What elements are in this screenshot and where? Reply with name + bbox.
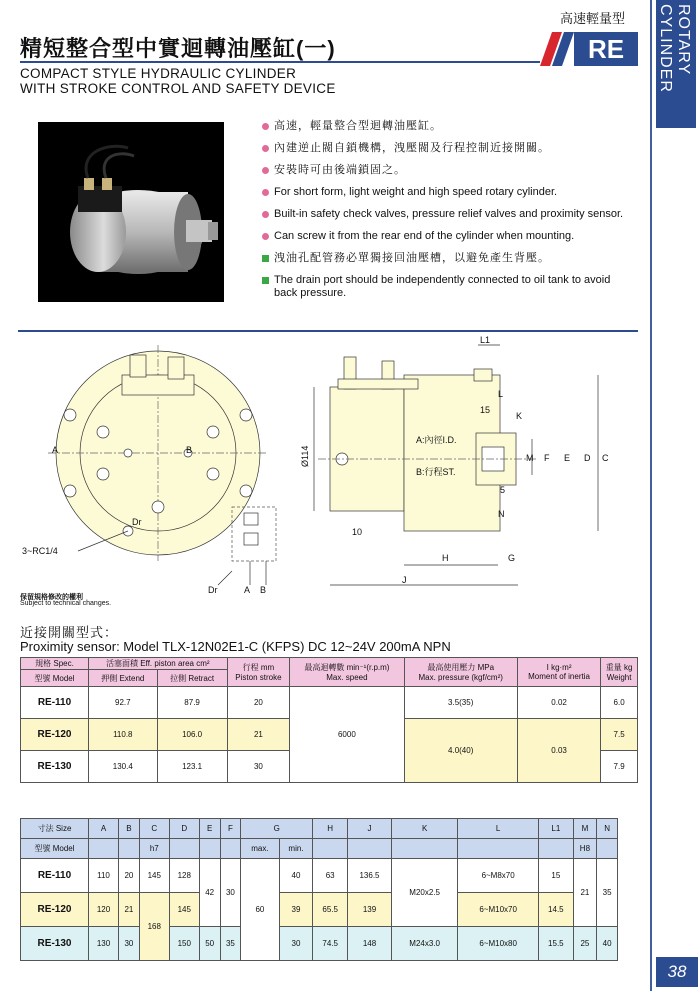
- cell-retract: 106.0: [157, 719, 227, 751]
- side-tab: [656, 0, 696, 128]
- feature-text: Can screw it from the rear end of the cylinder when mounting.: [274, 230, 575, 242]
- feature-item: [262, 274, 632, 300]
- feature-list: [262, 120, 632, 309]
- th-inertia: I kg·m² Moment of inertia: [517, 658, 600, 687]
- th-extend: 押側 Extend: [89, 670, 158, 687]
- section-rule: [18, 330, 638, 332]
- table-row: [21, 893, 618, 927]
- th-c-sub: h7: [139, 839, 169, 859]
- th-b: B: [119, 819, 140, 839]
- th-a: A: [89, 819, 119, 839]
- cell-j: 139: [348, 893, 392, 927]
- bullet-dot-icon: [262, 233, 269, 240]
- cell-d: 150: [169, 927, 199, 961]
- feature-text: 內建逆止閥自鎖機構，洩壓閥及行程控制近接開關。: [274, 142, 550, 154]
- th-c: C: [139, 819, 169, 839]
- cell-g-min: 39: [279, 893, 313, 927]
- cell-n: 35: [597, 859, 618, 927]
- bullet-dot-icon: [262, 145, 269, 152]
- cell-b: 20: [119, 859, 140, 893]
- cell-f: 30: [220, 859, 241, 927]
- cell-model: RE-120: [21, 893, 89, 927]
- th-size: 寸法 Size: [21, 819, 89, 839]
- cell-n: 40: [597, 927, 618, 961]
- label-d: D: [584, 453, 591, 463]
- bullet-dot-icon: [262, 123, 269, 130]
- cell-retract: 123.1: [157, 751, 227, 783]
- label-rc: 3~RC1/4: [22, 546, 58, 556]
- label-n: N: [498, 509, 505, 519]
- cell-l1: 14.5: [539, 893, 574, 927]
- feature-item: [262, 164, 632, 177]
- cell-m: 25: [573, 927, 597, 961]
- logo-slash-icon: [540, 32, 574, 66]
- cell-stroke: 21: [227, 719, 290, 751]
- feature-item: [262, 186, 632, 199]
- th-j: J: [348, 819, 392, 839]
- cell-extend: 110.8: [89, 719, 158, 751]
- th-l1: L1: [539, 819, 574, 839]
- note-zh: 保留規格修改的權利: [20, 594, 83, 601]
- cell-b: 30: [119, 927, 140, 961]
- table-row: [21, 859, 618, 893]
- cell-weight: 7.9: [601, 751, 638, 783]
- bullet-dot-icon: [262, 211, 269, 218]
- th-m: M: [573, 819, 597, 839]
- feature-text: For short form, light weight and high speed rotary cylinder.: [274, 186, 558, 198]
- label-k: K: [516, 411, 523, 421]
- th-model: 型號 Model: [21, 839, 89, 859]
- cell-pressure: 4.0(40): [404, 719, 517, 783]
- cell-g-min: 40: [279, 859, 313, 893]
- cell-f: 35: [220, 927, 241, 961]
- page-title-zh: 精短整合型中實迴轉油壓缸(一): [20, 36, 336, 61]
- table-row: [21, 687, 638, 719]
- cell-inertia: 0.03: [517, 719, 600, 783]
- bullet-square-icon: [262, 255, 269, 262]
- dimension-table: [20, 818, 618, 961]
- cell-h: 65.5: [313, 893, 348, 927]
- th-f: F: [220, 819, 241, 839]
- cell-l: 6~M10x80: [458, 927, 539, 961]
- table-row: [21, 927, 618, 961]
- cell-a: 130: [89, 927, 119, 961]
- cylinder-photo-image: [38, 122, 224, 302]
- cell-k: M20x2.5: [391, 859, 457, 927]
- th-h: H: [313, 819, 348, 839]
- sensor-heading-zh: 近接開關型式：: [20, 625, 119, 640]
- cell-b: 21: [119, 893, 140, 927]
- cell-model: RE-110: [21, 859, 89, 893]
- cell-c: 168: [139, 893, 169, 961]
- cell-model: RE-130: [21, 927, 89, 961]
- cell-d: 128: [169, 859, 199, 893]
- cell-stroke: 20: [227, 687, 290, 719]
- feature-text: Built-in safety check valves, pressure relief valves and proximity sensor.: [274, 208, 624, 220]
- bullet-dot-icon: [262, 189, 269, 196]
- feature-item: [262, 208, 632, 221]
- label-c: C: [602, 453, 609, 463]
- title-rule: [20, 61, 540, 63]
- label-dia: Ø114: [300, 445, 310, 467]
- label-g: G: [508, 553, 516, 563]
- cell-d: 145: [169, 893, 199, 927]
- cell-weight: 7.5: [601, 719, 638, 751]
- feature-item: [262, 120, 632, 133]
- th-n: N: [597, 819, 618, 839]
- cell-g-min: 30: [279, 927, 313, 961]
- cell-model: RE-130: [21, 751, 89, 783]
- label-l1: L1: [480, 335, 491, 345]
- side-strip: [650, 0, 700, 991]
- series-note: 高速輕量型: [560, 11, 626, 26]
- cell-m: 21: [573, 859, 597, 927]
- cell-l1: 15: [539, 859, 574, 893]
- cell-model: RE-120: [21, 719, 89, 751]
- label-m: M: [526, 453, 534, 463]
- cell-g-max: 60: [241, 859, 279, 961]
- cell-l: 6~M8x70: [458, 859, 539, 893]
- cell-h: 63: [313, 859, 348, 893]
- bullet-dot-icon: [262, 167, 269, 174]
- hyd-dr: Dr: [208, 585, 218, 595]
- product-photo: [38, 122, 224, 302]
- cell-speed: 6000: [290, 687, 404, 783]
- label-f: F: [544, 453, 550, 463]
- hyd-a: A: [244, 585, 251, 595]
- label-15: 15: [480, 405, 491, 415]
- cell-pressure: 3.5(35): [404, 687, 517, 719]
- th-g-min: min.: [279, 839, 313, 859]
- feature-text: 洩油孔配管務必單獨接回油壓槽，以避免產生背壓。: [274, 252, 550, 264]
- cell-e: 42: [199, 859, 220, 927]
- label-h: H: [442, 553, 449, 563]
- label-port-a: A:內徑I.D.: [416, 435, 457, 445]
- label-l: L: [498, 389, 504, 399]
- th-pressure: 最高使用壓力 MPa Max. pressure (kgf/cm²): [404, 658, 517, 687]
- logo-text: RE: [574, 32, 638, 66]
- technical-drawing: [18, 335, 638, 610]
- th-m-sub: H8: [573, 839, 597, 859]
- cell-c: 145: [139, 859, 169, 893]
- label-b: B: [186, 445, 193, 455]
- feature-item: [262, 252, 632, 265]
- feature-text: 高速，輕量整合型迴轉油壓缸。: [274, 120, 442, 132]
- th-k: K: [391, 819, 457, 839]
- cell-inertia: 0.02: [517, 687, 600, 719]
- th-g: G: [241, 819, 313, 839]
- series-logo: [540, 32, 640, 66]
- cell-l: 6~M10x70: [458, 893, 539, 927]
- feature-text: The drain port should be independently connected to oil tank to avoid back pressure.: [274, 274, 611, 299]
- th-e: E: [199, 819, 220, 839]
- label-dr: Dr: [132, 517, 142, 527]
- cell-j: 148: [348, 927, 392, 961]
- th-spec: 規格 Spec.: [21, 658, 89, 670]
- label-port-b: B:行程ST.: [416, 467, 456, 477]
- feature-item: [262, 230, 632, 243]
- cell-l1: 15.5: [539, 927, 574, 961]
- cell-retract: 87.9: [157, 687, 227, 719]
- spec-table: [20, 657, 638, 783]
- label-j: J: [402, 575, 407, 585]
- th-g-max: max.: [241, 839, 279, 859]
- cell-stroke: 30: [227, 751, 290, 783]
- th-d: D: [169, 819, 199, 839]
- th-weight: 重量 kg Weight: [601, 658, 638, 687]
- hyd-b: B: [260, 585, 267, 595]
- bullet-square-icon: [262, 277, 269, 284]
- side-tab-label: ROTARY CYLINDER: [657, 4, 692, 93]
- cell-e: 50: [199, 927, 220, 961]
- subtitle-line-1: COMPACT STYLE HYDRAULIC CYLINDER: [20, 66, 297, 81]
- cell-extend: 130.4: [89, 751, 158, 783]
- feature-item: [262, 142, 632, 155]
- th-model: 型號 Model: [21, 670, 89, 687]
- label-a: A: [52, 445, 59, 455]
- cell-a: 110: [89, 859, 119, 893]
- subtitle-line-2: WITH STROKE CONTROL AND SAFETY DEVICE: [20, 81, 336, 96]
- page-subtitle-en: [20, 66, 336, 96]
- th-stroke: 行程 mm Piston stroke: [227, 658, 290, 687]
- sensor-heading-en: Proximity sensor: Model TLX-12N02E1-C (KFPS) DC 12~24V 200mA NPN: [20, 639, 451, 654]
- cell-j: 136.5: [348, 859, 392, 893]
- label-e: E: [564, 453, 571, 463]
- feature-text: 安裝時可由後端鎖固之。: [274, 164, 406, 176]
- th-retract: 拉側 Retract: [157, 670, 227, 687]
- th-speed: 最高迴轉數 min⁻¹(r.p.m) Max. speed: [290, 658, 404, 687]
- side-view-body: [330, 387, 404, 511]
- cell-extend: 92.7: [89, 687, 158, 719]
- cell-a: 120: [89, 893, 119, 927]
- cell-weight: 6.0: [601, 687, 638, 719]
- note-en: Subject to technical changes.: [20, 600, 112, 607]
- label-5: 5: [500, 485, 506, 495]
- cell-h: 74.5: [313, 927, 348, 961]
- page-number: 38: [656, 957, 698, 987]
- label-10: 10: [352, 527, 363, 537]
- th-area: 活塞面積 Eff. piston area cm²: [89, 658, 228, 670]
- cell-k: M24x3.0: [391, 927, 457, 961]
- cell-model: RE-110: [21, 687, 89, 719]
- th-l: L: [458, 819, 539, 839]
